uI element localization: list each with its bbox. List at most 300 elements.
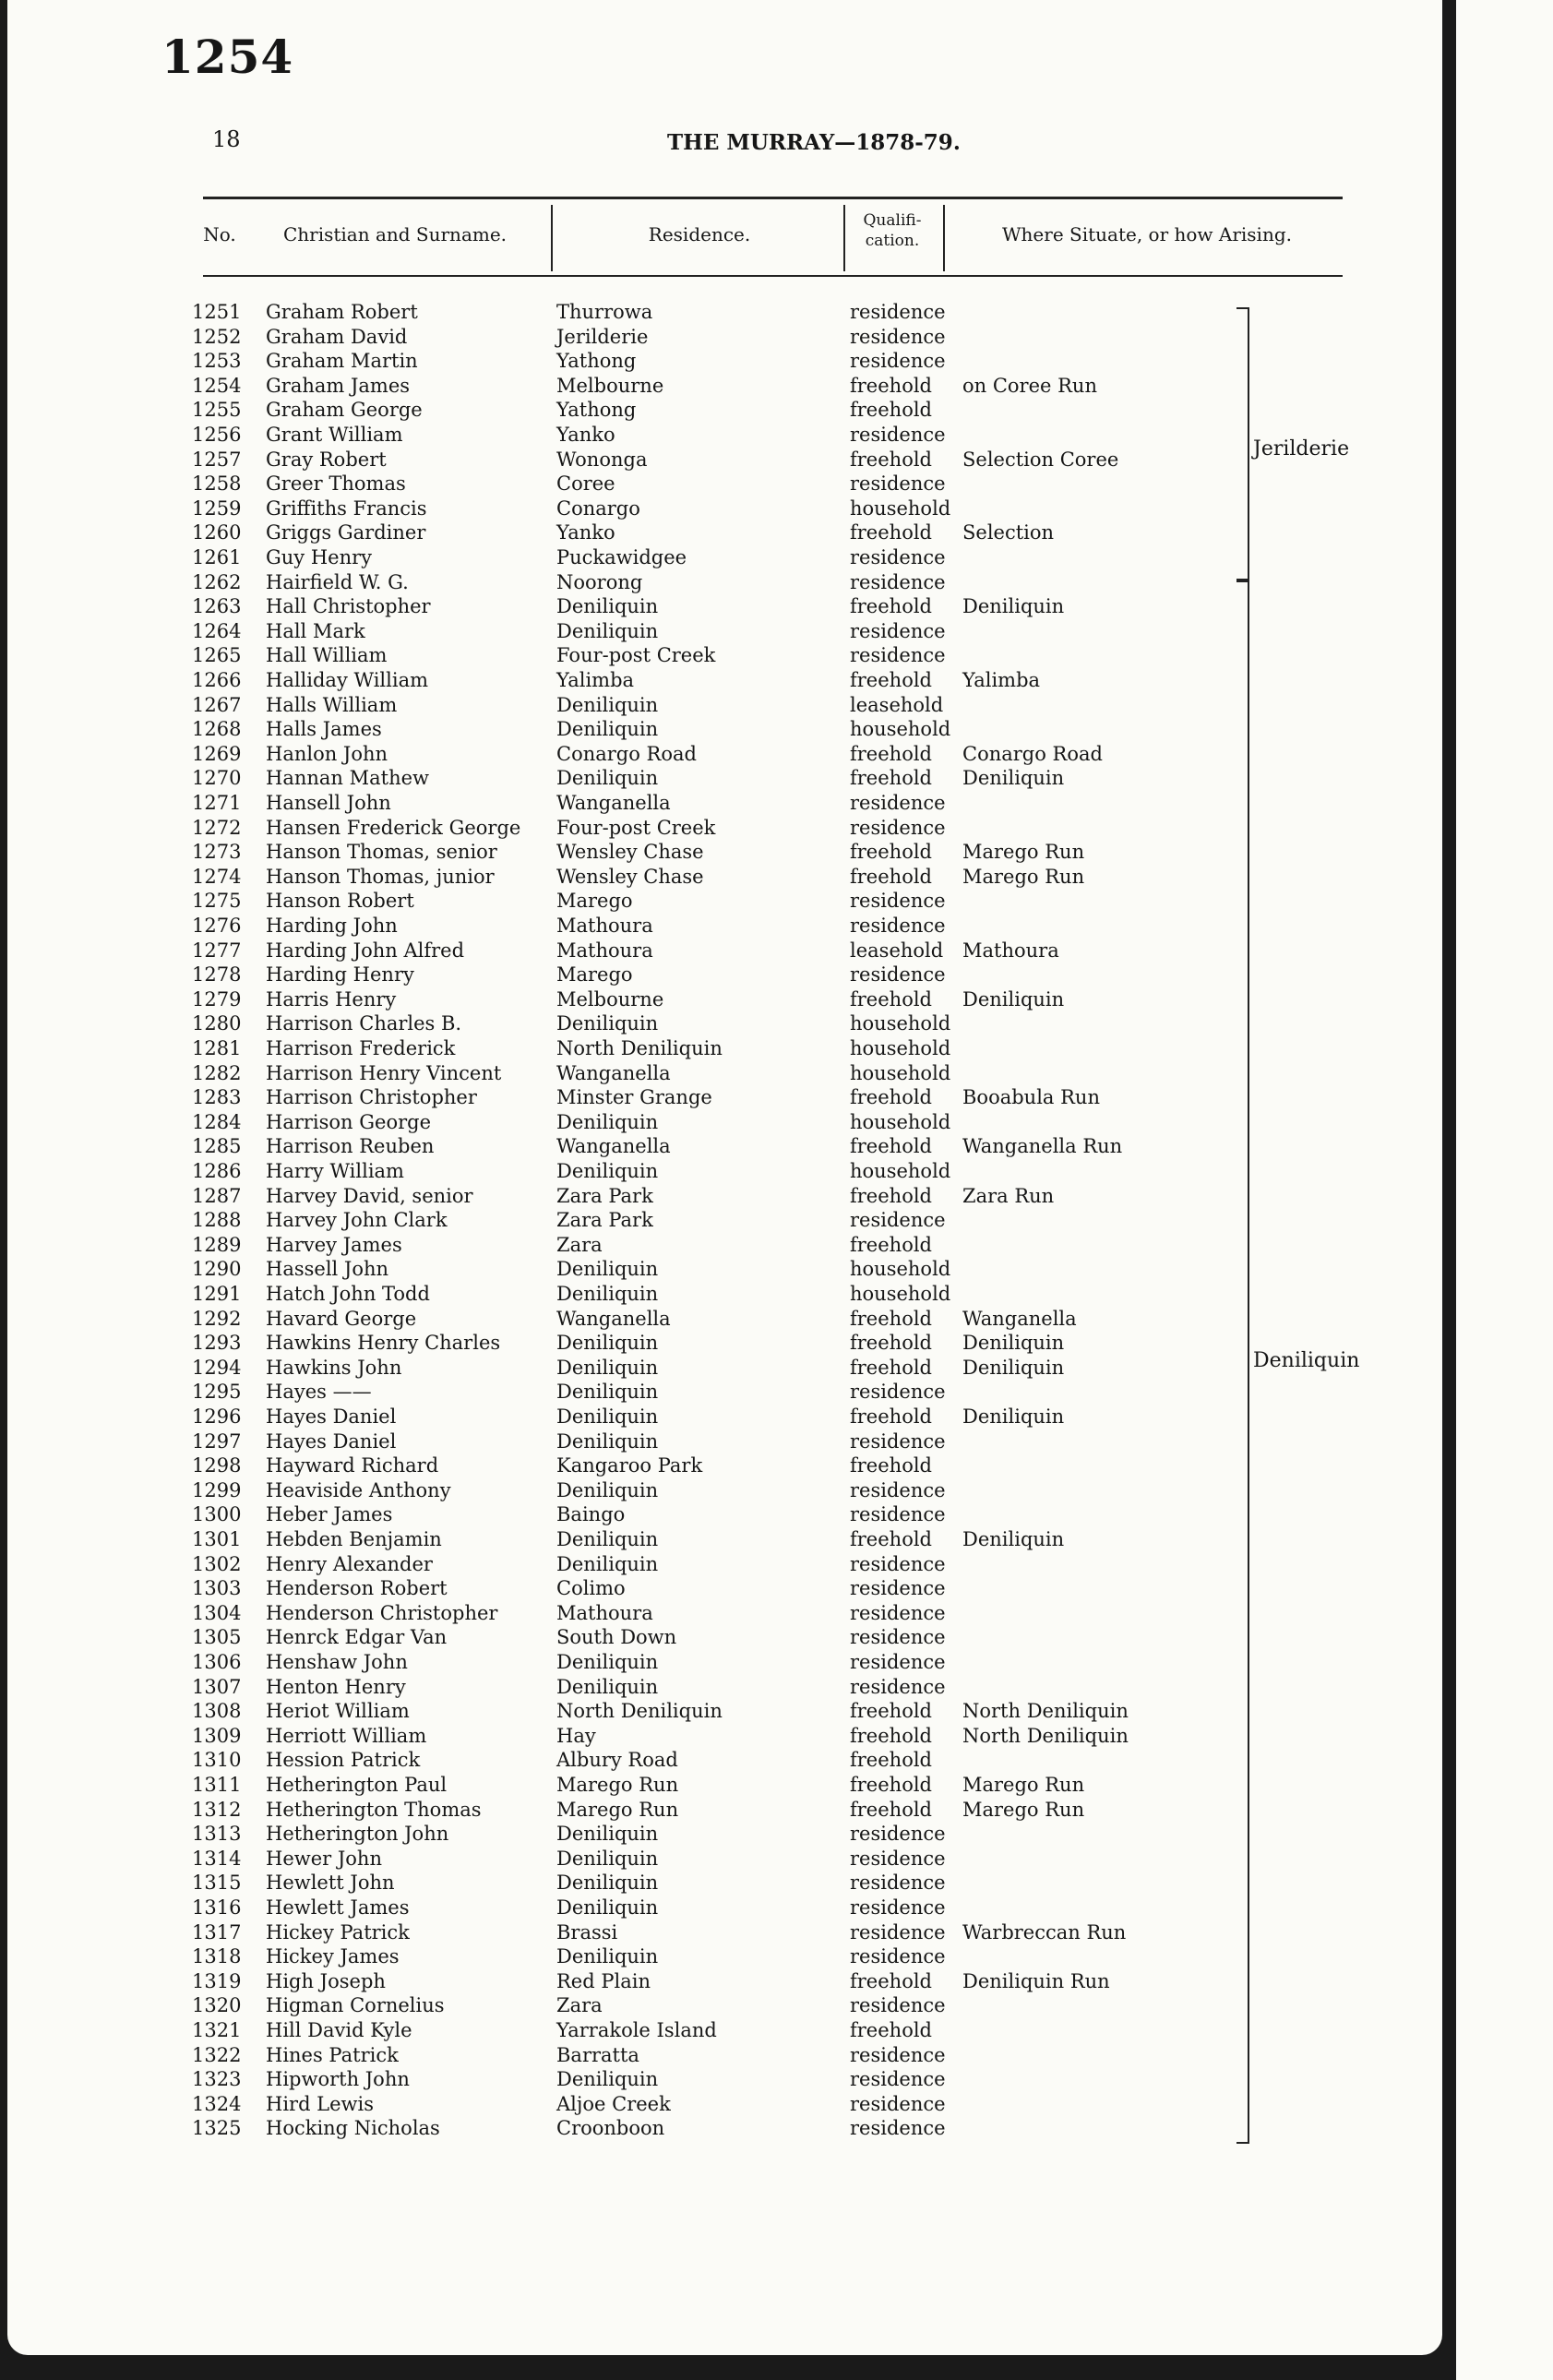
table-row [7,472,1442,496]
voter-residence: Wononga [556,448,648,471]
table-row [7,1822,1442,1847]
voter-name: Harvey James [266,1233,402,1256]
voter-where: North Deniliquin [962,1700,1129,1723]
voter-name: Harding John [266,915,398,937]
voter-residence: Marego [556,890,633,913]
voter-residence: Wanganella [556,1135,671,1158]
row-number: 1280 [192,1012,242,1035]
voter-name: Griggs Gardiner [266,521,426,544]
header-no: No. [203,223,236,245]
table-row [7,1405,1442,1429]
table-row [7,693,1442,718]
voter-residence: Deniliquin [556,1945,659,1968]
voter-name: Hayes Daniel [266,1429,397,1453]
voter-residence: Wensley Chase [556,865,704,888]
voter-residence: Aljoe Creek [556,2092,671,2115]
voter-where: Zara Run [962,1184,1055,1207]
voter-where: Deniliquin [962,1356,1065,1379]
row-number: 1259 [192,496,242,520]
row-number: 1295 [192,1381,242,1404]
voter-where: Deniliquin [962,767,1065,790]
voter-qualification: household [850,1012,951,1035]
table-row [7,1036,1442,1061]
voter-name: Hanson Robert [266,890,414,913]
table-row [7,1061,1442,1086]
voter-name: Greer Thomas [266,472,406,496]
voter-qualification: residence [850,1478,946,1501]
voter-qualification: freehold [850,1086,932,1109]
header-name: Christian and Surname. [282,223,508,245]
table-row [7,1502,1442,1527]
page-number: 18 [212,126,241,152]
row-number: 1258 [192,472,242,496]
voter-residence: Yanko [556,424,615,446]
voter-qualification: residence [850,546,946,568]
voter-qualification: freehold [850,1969,932,1992]
row-number: 1296 [192,1405,242,1428]
voter-qualification: residence [850,1626,946,1649]
table-row [7,1208,1442,1233]
voter-where: Yalimba [962,669,1041,691]
row-number: 1256 [192,424,242,446]
voter-name: Hewlett James [266,1896,410,1919]
row-number: 1325 [192,2117,242,2140]
row-number: 1309 [192,1724,242,1747]
voter-qualification: residence [850,1209,946,1232]
table-row [7,2043,1442,2068]
voter-residence: Deniliquin [556,1160,659,1182]
voter-name: Halls William [266,693,398,716]
table-row [7,594,1442,619]
voter-residence: Zara [556,1233,603,1256]
row-number: 1261 [192,546,242,568]
voter-qualification: residence [850,301,946,323]
row-number: 1301 [192,1528,242,1550]
row-number: 1292 [192,1307,242,1330]
row-number: 1255 [192,399,242,422]
voter-name: Henton Henry [266,1675,406,1698]
table-row [7,889,1442,914]
voter-qualification: freehold [850,1184,932,1207]
voter-qualification: household [850,496,951,520]
voter-name: Hatch John Todd [266,1283,430,1305]
row-number: 1311 [192,1774,242,1796]
group-label-deniliquin: Deniliquin [1253,1349,1360,1372]
voter-residence: Deniliquin [556,1405,659,1428]
row-number: 1319 [192,1969,242,1992]
voter-residence: Deniliquin [556,718,659,741]
voter-residence: Minster Grange [556,1086,712,1109]
row-number: 1253 [192,350,242,373]
voter-name: Hanson Thomas, senior [266,841,497,864]
voter-qualification: residence [850,2043,946,2066]
group-brace-deniliquin [1236,580,1249,2144]
row-number: 1315 [192,1872,242,1895]
voter-qualification: residence [850,816,946,839]
voter-name: Havard George [266,1307,417,1330]
row-number: 1317 [192,1920,242,1943]
voter-residence: Melbourne [556,374,664,397]
voter-qualification: freehold [850,1405,932,1428]
voter-name: Herriott William [266,1724,427,1747]
voter-qualification: freehold [850,841,932,864]
row-number: 1306 [192,1651,242,1673]
voter-where: on Coree Run [962,374,1097,397]
voter-name: Henshaw John [266,1651,408,1673]
voter-qualification: residence [850,350,946,373]
table-row [7,643,1442,668]
voter-name: Heriot William [266,1700,410,1723]
voter-name: Hocking Nicholas [266,2117,440,2140]
voter-residence: Deniliquin [556,1356,659,1379]
voter-qualification: freehold [850,595,932,618]
row-number: 1307 [192,1675,242,1698]
voter-residence: Albury Road [556,1749,678,1772]
voter-name: Hansell John [266,792,391,814]
voter-name: Hickey James [266,1945,400,1968]
voter-where: Deniliquin [962,595,1065,618]
row-number: 1268 [192,718,242,741]
voter-qualification: leasehold [850,693,944,716]
voter-residence: Four-post Creek [556,816,716,839]
adjacent-page-edge [1456,0,1553,2380]
table-row [7,374,1442,399]
voter-residence: Mathoura [556,915,653,937]
page-title: THE MURRAY—1878-79. [667,130,961,155]
table-row [7,1969,1442,1994]
voter-name: Higman Cornelius [266,1994,445,2017]
table-row [7,1380,1442,1405]
voter-where: Deniliquin [962,987,1065,1011]
voter-name: Hewlett John [266,1872,395,1895]
voter-name: Hewer John [266,1847,382,1870]
voter-residence: Thurrowa [556,301,653,323]
voter-name: Henderson Christopher [266,1601,498,1624]
row-number: 1297 [192,1429,242,1453]
column-divider [843,205,845,271]
voter-qualification: residence [850,1920,946,1943]
table-row [7,1920,1442,1945]
row-number: 1316 [192,1896,242,1919]
voter-name: Harrison Christopher [266,1086,477,1109]
row-number: 1298 [192,1454,242,1477]
voter-qualification: freehold [850,669,932,691]
table-row [7,939,1442,963]
row-number: 1314 [192,1847,242,1870]
table-row [7,619,1442,644]
row-number: 1312 [192,1798,242,1821]
voter-qualification: freehold [850,1332,932,1355]
table-row [7,987,1442,1012]
voter-residence: Deniliquin [556,1429,659,1453]
table-row [7,1011,1442,1036]
voter-name: Gray Robert [266,448,387,471]
row-number: 1252 [192,325,242,348]
voter-residence: Deniliquin [556,1528,659,1550]
row-number: 1263 [192,595,242,618]
voter-qualification: residence [850,1994,946,2017]
row-number: 1291 [192,1283,242,1305]
table-row [7,1773,1442,1798]
row-number: 1260 [192,521,242,544]
voter-where: Wanganella [962,1307,1077,1330]
voter-where: Marego Run [962,1798,1085,1821]
table-row [7,1650,1442,1675]
voter-name: Harry William [266,1160,404,1182]
row-number: 1276 [192,915,242,937]
table-row [7,545,1442,570]
table-row [7,766,1442,791]
voter-name: Harrison Frederick [266,1037,456,1059]
voter-name: Harvey John Clark [266,1209,448,1232]
voter-residence: Deniliquin [556,1847,659,1870]
voter-residence: Coree [556,472,615,496]
voter-qualification: residence [850,1601,946,1624]
table-row [7,840,1442,865]
voter-residence: Deniliquin [556,1258,659,1281]
voter-name: Hayes Daniel [266,1405,397,1428]
table-row [7,1134,1442,1159]
voter-name: Guy Henry [266,546,373,568]
row-number: 1322 [192,2043,242,2066]
table-row [7,1257,1442,1282]
voter-residence: South Down [556,1626,677,1649]
voter-qualification: freehold [850,1528,932,1550]
voter-name: Hayward Richard [266,1454,439,1477]
table-row [7,448,1442,472]
voter-name: Harrison George [266,1110,432,1133]
table-row [7,1307,1442,1332]
row-number: 1269 [192,742,242,765]
row-number: 1324 [192,2092,242,2115]
row-number: 1267 [192,693,242,716]
voter-qualification: residence [850,1823,946,1846]
voter-qualification: residence [850,1381,946,1404]
voter-qualification: residence [850,1872,946,1895]
voter-name: Hipworth John [266,2068,410,2091]
voter-where: Marego Run [962,841,1085,864]
table-row [7,1184,1442,1209]
voter-name: Graham Martin [266,350,418,373]
voter-residence: Deniliquin [556,1012,659,1035]
row-number: 1288 [192,1209,242,1232]
row-number: 1323 [192,2068,242,2091]
row-number: 1257 [192,448,242,471]
table-row [7,2116,1442,2141]
document-page [7,0,1442,2355]
row-number: 1275 [192,890,242,913]
stamp-number: 1254 [161,30,294,84]
voter-qualification: residence [850,2117,946,2140]
voter-residence: Marego Run [556,1774,679,1796]
voter-qualification: residence [850,644,946,667]
voter-name: Graham George [266,399,423,422]
row-number: 1285 [192,1135,242,1158]
voter-name: Hird Lewis [266,2092,375,2115]
table-row [7,1847,1442,1872]
voter-residence: Red Plain [556,1969,651,1992]
voter-qualification: freehold [850,1135,932,1158]
voter-residence: Wanganella [556,792,671,814]
table-row [7,1331,1442,1356]
row-number: 1299 [192,1478,242,1501]
row-number: 1310 [192,1749,242,1772]
table-row [7,2018,1442,2043]
voter-where: Conargo Road [962,742,1103,765]
voter-name: Hansen Frederick George [266,816,521,839]
voter-residence: Deniliquin [556,1381,659,1404]
voter-residence: Wanganella [556,1307,671,1330]
voter-where: Marego Run [962,1774,1085,1796]
voter-residence: North Deniliquin [556,1700,723,1723]
voter-residence: Mathoura [556,1601,653,1624]
voter-where: North Deniliquin [962,1724,1129,1747]
voter-residence: Croonboon [556,2117,665,2140]
header-bottom-rule [203,275,1343,277]
voter-qualification: freehold [850,521,932,544]
voter-qualification: residence [850,570,946,593]
voter-qualification: residence [850,1651,946,1673]
voter-qualification: residence [850,890,946,913]
table-row [7,1871,1442,1896]
voter-qualification: residence [850,424,946,446]
column-divider [551,205,553,271]
voter-qualification: freehold [850,1700,932,1723]
voter-residence: Deniliquin [556,1872,659,1895]
row-number: 1281 [192,1037,242,1059]
voter-qualification: freehold [850,1724,932,1747]
voter-qualification: residence [850,325,946,348]
voter-name: Hetherington Thomas [266,1798,482,1821]
table-row [7,816,1442,841]
voter-qualification: freehold [850,374,932,397]
voter-residence: Jerilderie [556,325,649,348]
voter-name: Hines Patrick [266,2043,399,2066]
row-number: 1265 [192,644,242,667]
voter-qualification: residence [850,1429,946,1453]
voter-name: Hickey Patrick [266,1920,410,1943]
row-number: 1313 [192,1823,242,1846]
table-row [7,1896,1442,1920]
voter-qualification: leasehold [850,939,944,962]
voter-name: Hill David Kyle [266,2019,412,2041]
voter-residence: Deniliquin [556,1823,659,1846]
voter-residence: Conargo [556,496,640,520]
voter-residence: Zara Park [556,1209,653,1232]
voter-residence: Marego [556,963,633,987]
voter-qualification: residence [850,1675,946,1698]
header-qualification: Qualifi-cation. [863,211,922,250]
table-row [7,2092,1442,2117]
voter-name: Harrison Reuben [266,1135,435,1158]
voter-residence: Yathong [556,350,637,373]
voter-residence: Deniliquin [556,619,659,642]
voter-qualification: freehold [850,1774,932,1796]
table-row [7,1798,1442,1823]
voter-qualification: residence [850,2092,946,2115]
row-number: 1286 [192,1160,242,1182]
table-row [7,520,1442,545]
voter-qualification: freehold [850,767,932,790]
voter-qualification: freehold [850,987,932,1011]
voter-name: Griffiths Francis [266,496,427,520]
header-top-rule [203,197,1343,199]
table-row [7,1993,1442,2018]
voter-where: Deniliquin [962,1405,1065,1428]
table-row [7,1699,1442,1724]
voter-residence: Brassi [556,1920,618,1943]
voter-residence: Melbourne [556,987,664,1011]
row-number: 1304 [192,1601,242,1624]
voter-qualification: residence [850,1577,946,1600]
row-number: 1274 [192,865,242,888]
table-row [7,963,1442,987]
table-row [7,791,1442,816]
table-row [7,1527,1442,1552]
table-row [7,300,1442,325]
voter-residence: Deniliquin [556,693,659,716]
voter-qualification: residence [850,963,946,987]
voter-qualification: freehold [850,2019,932,2041]
voter-qualification: household [850,1061,951,1084]
voter-residence: Deniliquin [556,1675,659,1698]
voter-name: Hayes —— [266,1381,372,1404]
voter-name: Halliday William [266,669,428,691]
voter-qualification: freehold [850,1233,932,1256]
voter-residence: Yarrakole Island [556,2019,717,2041]
voter-residence: Colimo [556,1577,626,1600]
voter-where: Deniliquin [962,1528,1065,1550]
voter-qualification: household [850,718,951,741]
voter-qualification: household [850,1037,951,1059]
voter-residence: Barratta [556,2043,639,2066]
voter-residence: Marego Run [556,1798,679,1821]
voter-name: Hannan Mathew [266,767,429,790]
voter-residence: Deniliquin [556,1478,659,1501]
voter-qualification: household [850,1283,951,1305]
table-row [7,1282,1442,1307]
row-number: 1305 [192,1626,242,1649]
voter-qualification: household [850,1258,951,1281]
row-number: 1293 [192,1332,242,1355]
voter-qualification: household [850,1160,951,1182]
table-row [7,1429,1442,1454]
row-number: 1254 [192,374,242,397]
voter-qualification: freehold [850,1798,932,1821]
row-number: 1290 [192,1258,242,1281]
row-number: 1272 [192,816,242,839]
voter-residence: Four-post Creek [556,644,716,667]
voter-residence: North Deniliquin [556,1037,723,1059]
voter-qualification: freehold [850,865,932,888]
voter-residence: Wanganella [556,1061,671,1084]
voter-qualification: residence [850,1503,946,1526]
row-number: 1277 [192,939,242,962]
voter-residence: Deniliquin [556,1552,659,1575]
voter-name: Henrck Edgar Van [266,1626,448,1649]
voter-name: Harris Henry [266,987,397,1011]
table-row [7,496,1442,521]
row-number: 1266 [192,669,242,691]
row-number: 1287 [192,1184,242,1207]
voter-name: Graham Robert [266,301,418,323]
row-number: 1270 [192,767,242,790]
table-row [7,717,1442,742]
voter-qualification: freehold [850,742,932,765]
voter-name: Harding John Alfred [266,939,465,962]
table-row [7,1675,1442,1700]
table-row [7,1724,1442,1749]
